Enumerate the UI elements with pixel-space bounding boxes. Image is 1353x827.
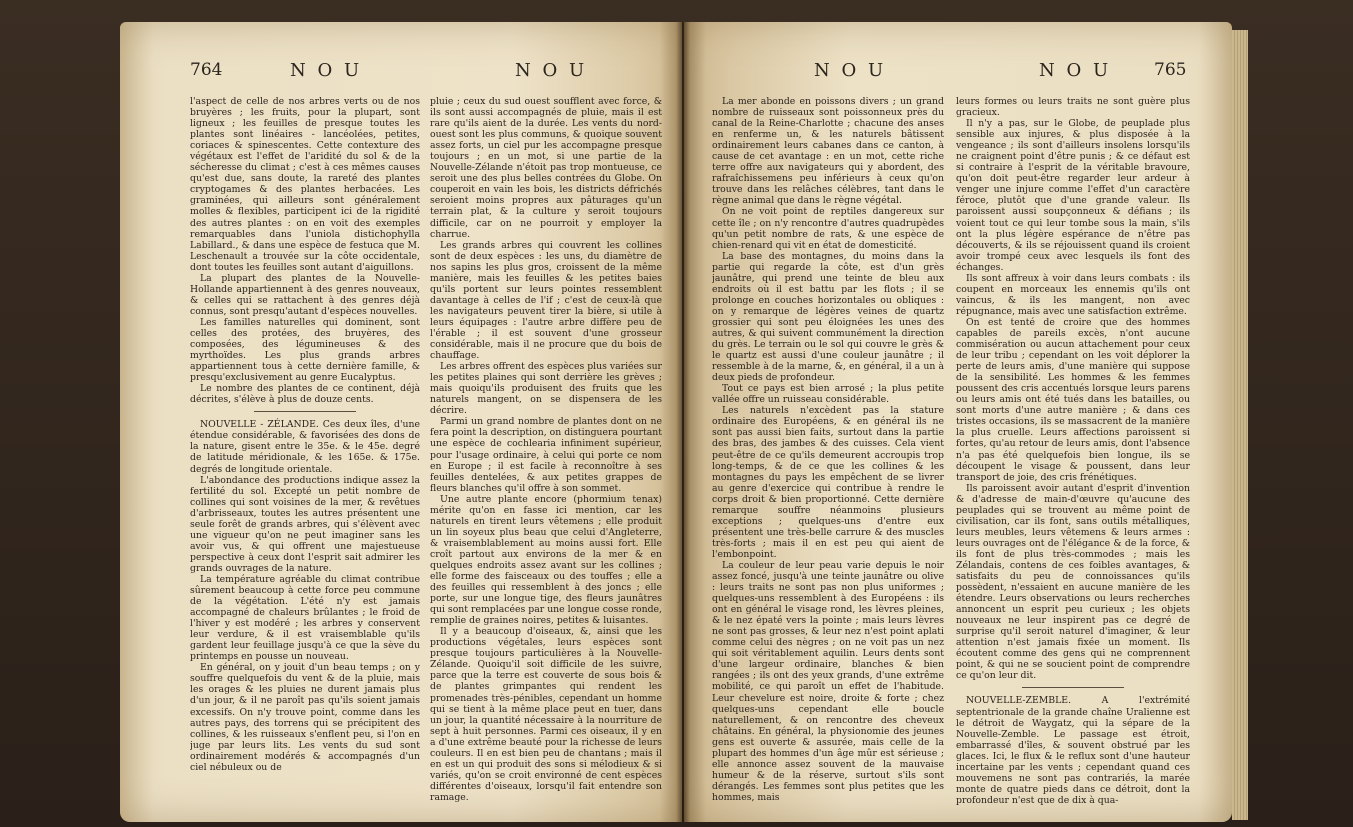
paragraph: pluie ; ceux du sud ouest soufflent avec force, & ils sont aussi accompagnés de pluie, mais il est rare qu'ils aient de la durée. Les vents du nord-ouest sont les plus communs, & quoique souvent assez forts, un ciel pur les accompagne presque toujours ; en un mot, si une partie de la Nouvelle-Zélande n'étoit pas trop montueuse, ce seroit une des plus belles contrées du Globe. On couperoit en vain les bois, les districts défrichés seroient moins propres aux pâturages qu'un terrain plat, & la culture y seroit toujours difficile, car on ne pourroit y employer la charrue. <box>430 96 662 240</box>
right-page-number: 765 <box>1154 60 1187 80</box>
right-page <box>684 22 1232 822</box>
left-column-1 <box>190 96 420 816</box>
paragraph: En général, on y jouit d'un beau temps ; on y souffre quelquefois du vent & de la pluie, mais les orages & les pluies ne durent jamais plus d'un jour, & il ne paroît pas qu'ils soient jamais excessifs. On n'y trouve point, comme dans les autres pays, des torrens qui se précipitent des collines, & les ruisseaux s'enflent peu, si l'on en juge par leurs lits. Les vents du sud sont ordinairement modérés & accompagnés d'un ciel nébuleux ou de <box>190 662 420 773</box>
book-gutter <box>676 22 690 822</box>
right-header-word-2: N O U <box>1039 60 1112 81</box>
left-column-2 <box>430 96 662 816</box>
paragraph: La mer abonde en poissons divers ; un grand nombre de ruisseaux sont poissonneux près du canal de la Reine-Charlotte ; chacune des anses en renferme un, & les naturels bâtissent ordinairement leurs cabanes dans ce canton, à cause de cet avantage : en un mot, cette riche terre offre aux navigateurs qui y abordent, des rafraîchissemens peu inférieurs à ceux qu'on trouve dans les relâches célèbres, tant dans le règne animal que dans le règne végétal. <box>712 96 944 207</box>
paragraph: Ils sont affreux à voir dans leurs combats : ils coupent en morceaux les ennemis qu'ils ont vaincus, & ils les mangent, non avec répugnance, mais avec une satisfaction extrême. <box>956 272 1190 317</box>
paragraph: Le nombre des plantes de ce continent, déjà décrites, s'élève à plus de douze cents. <box>190 383 420 406</box>
right-header-word-1: N O U <box>814 60 887 81</box>
left-header-word-1: N O U <box>290 60 363 81</box>
paragraph: l'aspect de celle de nos arbres verts ou de nos bruyères ; les fruits, pour la plupart, sont ligneux ; les feuilles de presque toutes les plantes sont linéaires - lancéolées, petites, coriaces & spinescentes. Cette contexture des végétaux est l'effet de l'aridité du sol & de la sécheresse du climat ; c'est à ces mêmes causes qu'est due, sans doute, la rareté des plantes cryptogames & des plantes herbacées. Les graminées, qui ailleurs sont généralement molles & flexibles, participent ici de la rigidité des autres plantes : on en voit des exemples remarquables dans l'uniola distichophylla Labillard., & dans une espèce de festuca que M. Leschenault a trouvée sur la côte occidentale, dont toutes les feuilles sont autant d'aiguillons. <box>190 96 420 273</box>
left-page <box>120 22 682 822</box>
section-divider <box>254 411 355 412</box>
paragraph: Les naturels n'excèdent pas la stature ordinaire des Européens, & en général ils ne sont pas aussi bien faits, surtout dans la partie des bras, des jambes & des cuisses. Cela vient peut-être de ce qu'ils demeurent accroupis trop long-temps, & de ce que les collines & les montagnes du pays les empêchent de se livrer au genre d'exercice qui contribue à rendre le corps droit & bien proportionné. Cette dernière remarque souffre néanmoins plusieurs exceptions ; quelques-uns d'entre eux présentent une très-belle carrure & des muscles très-forts ; mais il en est peu qui aient de l'embonpoint. <box>712 405 944 560</box>
paragraph: La plupart des plantes de la Nouvelle-Hollande appartiennent à des genres nouveaux, & celles qui se rattachent à des genres déjà connus, sont presqu'autant d'espèces nouvelles. <box>190 272 420 317</box>
paragraph: Les familles naturelles qui dominent, sont celles des protées, des bruyères, des composées, des légumineuses & des myrthoïdes. Les plus grands arbres appartiennent tous à cette dernière famille, & presqu'exclusivement au genre Eucalyptus. <box>190 316 420 384</box>
entry-heading-nouvelle-zelande: NOUVELLE - ZÉLANDE. Ces deux îles, d'une étendue considérable, & favorisées des dons de la nature, gisent entre le 35e. & le 45e. degré de latitude méridionale, & les 165e. & 175e. degrés de longitude orientale. <box>190 419 420 475</box>
left-page-number: 764 <box>190 60 223 80</box>
paragraph: leurs formes ou leurs traits ne sont guère plus gracieux. <box>956 96 1190 119</box>
entry-heading-nouvelle-zemble: NOUVELLE-ZEMBLE. A l'extrémité septentrionale de la grande chaîne Uralienne est le détroit de Waygatz, qui la sépare de la Nouvelle-Zemble. Le passage est étroit, embarrassé d'îles, & souvent obstrué par les glaces. Ici, le flux & le reflux sont d'une hauteur incertaine par les vents ; cependant quand ces mouvemens ne sont pas contrariés, la marée monte de quatre pieds dans ce détroit, dont la profondeur n'est que de dix à qua- <box>956 695 1190 806</box>
paragraph: La couleur de leur peau varie depuis le noir assez foncé, jusqu'à une teinte jaunâtre ou olive : leurs traits ne sont pas non plus uniformes ; quelques-uns ressemblent à des Européens : ils ont en général le visage rond, les lèvres pleines, & le nez épaté vers la pointe ; mais leurs lèvres ne sont pas grosses, & leur nez n'est point aplati comme celui des nègres ; on ne voit pas un nez qui soit véritablement aquilin. Leurs dents sont d'une largeur ordinaire, blanches & bien rangées ; ils ont des yeux grands, d'une extrême mobilité, ce qui paroît un effet de l'habitude. Leur chevelure est noire, droite & forte ; chez quelques-uns cependant elle boucle naturellement, & on rencontre des cheveux châtains. En général, la physionomie des jeunes gens est ouverte & assurée, mais celle de la plupart des hommes d'un âge mûr est sérieuse ; elle annonce assez souvent de la mauvaise humeur & de la réserve, surtout s'ils sont dérangés. Les femmes sont plus petites que les hommes, mais <box>712 559 944 803</box>
paragraph: La température agréable du climat contribue sûrement beaucoup à cette force peu commune de la végétation. L'été n'y est jamais accompagné de chaleurs brûlantes ; le froid de l'hiver y est modéré ; les arbres y conservent leur verdure, & il est vraisemblable qu'ils gardent leur feuillage jusqu'à ce que la sève du printemps en pousse un nouveau. <box>190 573 420 663</box>
paragraph: La base des montagnes, du moins dans la partie qui regarde la côte, est d'un grès jaunâtre, qui prend une teinte de bleu aux endroits où il est battu par les flots ; il se prolonge en couches horizontales ou obliques : on y remarque de légères veines de quartz grossier qui sont peu éloignées les unes des autres, & qui suivent communément la direction du grès. Le terrain ou le sol qui couvre le grès & le quartz est aussi d'une couleur jaunâtre ; il ressemble à de la marne, &, en général, il a un à deux pieds de profondeur. <box>712 250 944 384</box>
paragraph: Il y a beaucoup d'oiseaux, &, ainsi que les productions végétales, leurs espèces sont presque toujours particulières à la Nouvelle-Zélande. Quoiqu'il soit difficile de les suivre, parce que la terre est couverte de sous bois & de plantes grimpantes qui rendent les promenades très-pénibles, cependant un homme qui se tient à la même place peut en tuer, dans un jour, la quantité nécessaire à la nourriture de sept à huit personnes. Parmi ces oiseaux, il y en a d'une extrême beauté pour la richesse de leurs couleurs. Il en est bien peu de chantans ; mais il en est un qui produit des sons si mélodieux & si variés, qu'on se croit environné de cent espèces différentes d'oiseaux, lorsqu'il fait entendre son ramage. <box>430 626 662 803</box>
paragraph: Parmi un grand nombre de plantes dont on ne fera point la description, on distinguera pourtant une espèce de cochlearia infiniment supérieur, pour l'usage ordinaire, à celui qui porte ce nom en Europe ; il est facile à reconnoître à ses feuilles dentelées, & aux petites grappes de fleurs blanches qu'il offre à son sommet. <box>430 416 662 494</box>
paragraph: On est tenté de croire que des hommes capables de pareils excès, n'ont aucune commisération ou aucun attachement pour ceux de leur tribu ; cependant on les voit déplorer la perte de leurs amis, d'une manière qui suppose de la sensibilité. Les hommes & les femmes poussent des cris accentués lorsque leurs parens ou leurs amis ont été tués dans les batailles, ou sont morts d'une autre manière ; & dans ces tristes occasions, ils se massacrent de la manière la plus cruelle. Leurs affections paroissent si fortes, qu'au retour de leurs amis, dont l'absence n'a pas été quelquefois bien longue, ils se découpent le visage & poussent, dans leur transport de joie, des cris frénétiques. <box>956 316 1190 483</box>
left-header-word-2: N O U <box>515 60 588 81</box>
left-page-header <box>120 60 682 90</box>
paragraph: Tout ce pays est bien arrosé ; la plus petite vallée offre un ruisseau considérable. <box>712 383 944 406</box>
paragraph: Il n'y a pas, sur le Globe, de peuplade plus sensible aux injures, & plus disposée à la vengeance ; ils sont d'ailleurs insolens lorsqu'ils ne craignent point d'être punis ; & ce défaut est si contraire à l'esprit de la véritable bravoure, qu'on doit peut-être regarder leur ardeur à venger une injure comme l'effet d'un caractère féroce, plutôt que d'une grande valeur. Ils paroissent aussi soupçonneux & défians ; ils voient tout ce qui leur tombe sous la main, s'ils ont la plus légère espérance de n'être pas découverts, & ils se réjouissent quand ils croient avoir trompé ceux avec lesquels ils font des échanges. <box>956 118 1190 273</box>
right-page-header <box>684 60 1232 90</box>
right-column-1 <box>712 96 944 816</box>
paragraph: L'abondance des productions indique assez la fertilité du sol. Excepté un petit nombre de collines qui sont voisines de la mer, & revêtues d'arbrisseaux, toutes les autres présentent une seule forêt de grands arbres, qui s'élèvent avec une vigueur qu'on ne peut imaginer sans les avoir vus, & qui offrent une majestueuse perspective à ceux dont l'esprit sait admirer les grands ouvrages de la nature. <box>190 474 420 574</box>
section-divider <box>1022 687 1125 688</box>
right-column-2 <box>956 96 1190 816</box>
page-edges <box>1232 30 1248 820</box>
paragraph: Une autre plante encore (phormium tenax) mérite qu'on en fasse ici mention, car les naturels en tirent leurs vêtemens ; elle produit un lin soyeux plus beau que celui d'Angleterre, & vraisemblablement au moins aussi fort. Elle croît partout aux environs de la mer & en quelques endroits assez avant sur les collines ; elle forme des faisceaux ou des touffes ; elle a des feuilles qui ressemblent à des joncs ; elle porte, sur une longue tige, des fleurs jaunâtres qui sont remplacées par une longue cosse ronde, remplie de graines noires, petites & luisantes. <box>430 493 662 627</box>
paragraph: On ne voit point de reptiles dangereux sur cette île ; on n'y rencontre d'autres quadrupèdes qu'un petit nombre de rats, & une espèce de chien-renard qui vit en état de domesticité. <box>712 206 944 251</box>
paragraph: Les arbres offrent des espèces plus variées sur les petites plaines qui sont derrière les grèves ; mais quoiqu'ils produisent des fruits que les naturels mangent, on se dispensera de les décrire. <box>430 361 662 417</box>
paragraph: Ils paroissent avoir autant d'esprit d'invention & d'adresse de main-d'œuvre qu'aucune des peuplades qui se trouvent au même point de civilisation, car ils font, sans outils métalliques, leurs meubles, leurs vêtemens & leurs armes : leurs ouvrages ont de l'élégance & de la force, & ils font de plus très-commodes ; mais les Zélandais, contens de ces foibles avantages, & satisfaits du peu de connoissances qu'ils possèdent, n'essaient en aucune manière de les étendre. Leurs observations ou leurs recherches annoncent un esprit peu curieux ; les objets nouveaux ne leur inspirent pas ce degré de surprise qu'il seroit naturel d'imaginer, & leur attention n'est jamais fixée un moment. Ils écoutent comme des gens qui ne comprennent point, & qui ne se soucient point de comprendre ce qu'on leur dit. <box>956 482 1190 682</box>
paragraph: Les grands arbres qui couvrent les collines sont de deux espèces : les uns, du diamètre de nos sapins les plus gros, croissent de la même manière, mais les feuilles & les petites baies qu'ils portent sur leurs pointes ressemblent davantage à celles de l'if ; c'est de ceux-là que les navigateurs peuvent tirer la bière, si utile à leurs équipages : l'autre arbre diffère peu de l'érable ; il est souvent d'une grosseur considérable, mais il ne procure que du bois de chauffage. <box>430 239 662 362</box>
